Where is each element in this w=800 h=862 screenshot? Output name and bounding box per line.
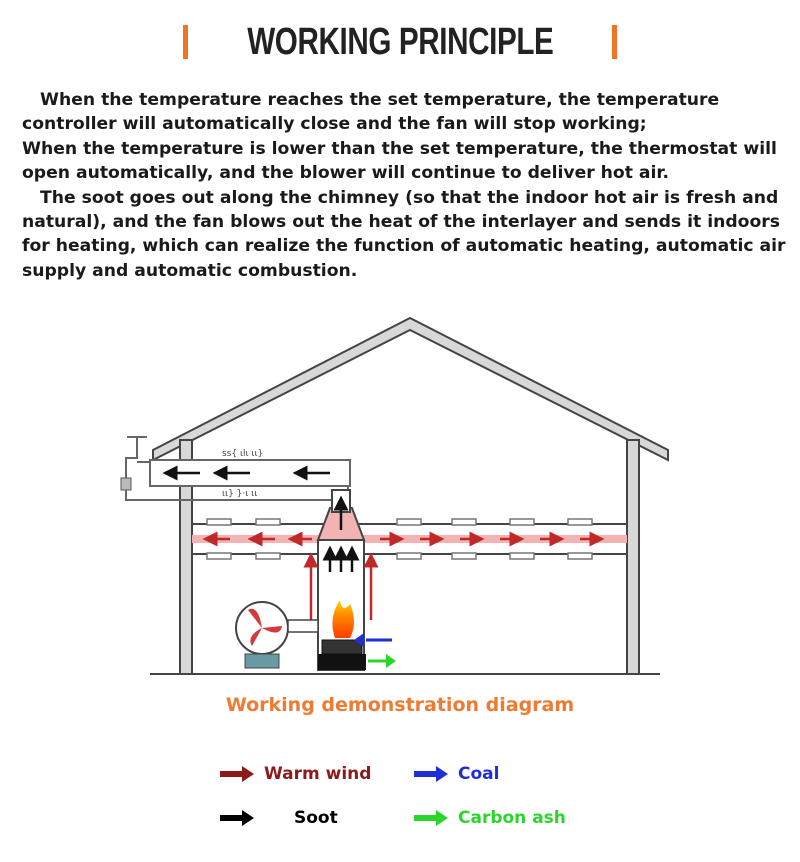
black-arrow-icon: [220, 809, 254, 827]
blower-fan: [236, 602, 318, 668]
house-roof: [153, 318, 668, 460]
page-header: [0, 14, 800, 70]
legend-item-coal: [414, 764, 499, 784]
legend-item-carbon-ash: [414, 808, 566, 828]
legend-item-warm-wind: [220, 764, 371, 784]
legend-label: Carbon ash: [458, 808, 566, 828]
carbon-ash-arrow: [368, 654, 396, 668]
description-text: [22, 88, 792, 283]
title-accent-bar-right: [612, 25, 617, 59]
diagram-caption: Working demonstration diagram: [225, 694, 575, 716]
green-arrow-icon: [414, 809, 448, 827]
page-title: WORKING PRINCIPLE: [246, 20, 554, 63]
legend: [220, 760, 620, 850]
description-paragraph: When the temperature reaches the set temperature, the temperature controller will automatically close and the fan will stop working;: [22, 90, 720, 135]
working-diagram: [0, 300, 800, 690]
svg-text:ss{ ιlι ιι}: ss{ ιlι ιι}: [222, 449, 264, 459]
description-paragraph: When the temperature is lower than the set temperature, the thermostat will open automatically, and the blower will continue to deliver hot air.: [22, 138, 777, 184]
description-paragraph: The soot goes out along the chimney (so that the indoor hot air is fresh and natural), and the fan blows out the heat of the interlayer and sends it indoors for heating, which can realize the function of automatic heating, automatic air supply and automatic combustion.: [22, 187, 786, 281]
svg-text:ιι} }·ι ιι: ιι} }·ι ιι: [222, 489, 258, 499]
legend-label: Coal: [458, 764, 500, 784]
title-accent-bar-left: [183, 25, 188, 59]
legend-label: Warm wind: [264, 764, 372, 784]
legend-item-soot: [220, 808, 338, 828]
legend-label: Soot: [294, 808, 338, 828]
blue-arrow-icon: [414, 765, 448, 783]
dark-red-arrow-icon: [220, 765, 254, 783]
